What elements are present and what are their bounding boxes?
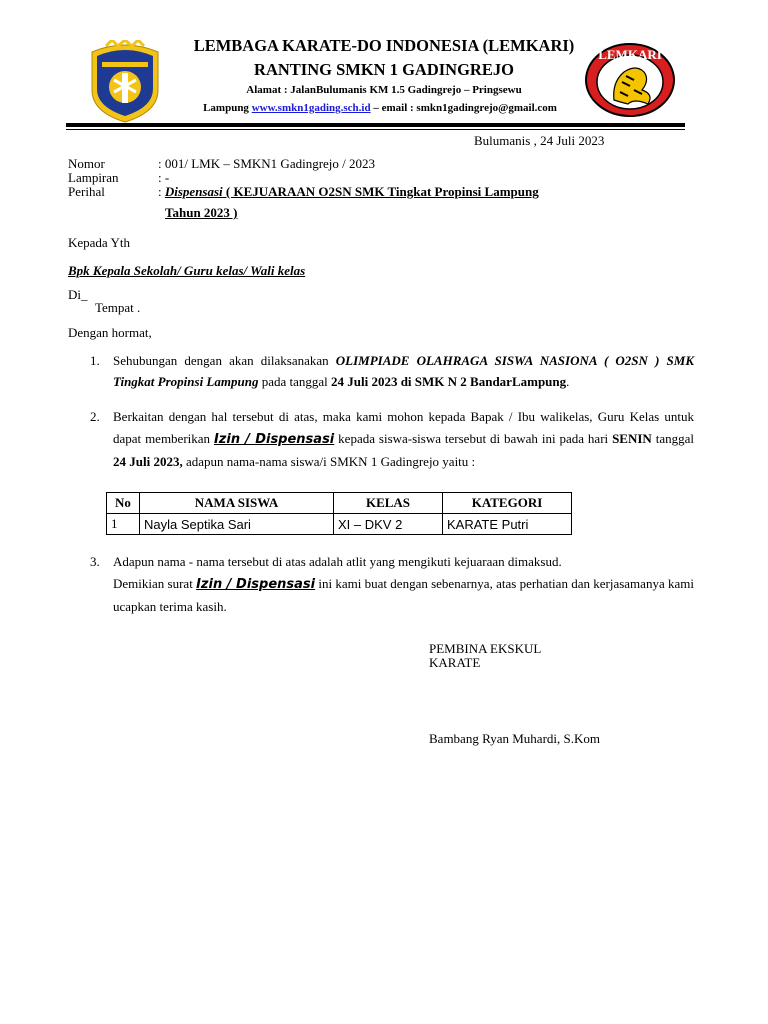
branch-title: RANTING SMKN 1 GADINGREJO — [254, 60, 514, 79]
header-divider-thin — [66, 129, 685, 130]
di-line: Di_ — [68, 287, 88, 302]
nomor-label: Nomor — [68, 156, 105, 171]
address-line: Alamat : JalanBulumanis KM 1.5 Gadingrejo – Pringsewu — [246, 84, 522, 96]
website-link[interactable]: www.smkn1gading.sch.id — [251, 102, 371, 114]
cell-kelas: XI – DKV 2 — [334, 514, 443, 535]
perihal-continuation: Tahun 2023 ) — [165, 205, 238, 220]
letter-meta: Nomor : 001/ LMK – SMKN1 Gadingrejo / 2023 Lampiran : - Perihal : Dispensasi ( KEJUARAAN O2SN SMK Tingkat Propinsi Lampung — [68, 156, 539, 199]
emblem-text: LEMKARI — [598, 47, 662, 62]
col-kategori: KATEGORI — [443, 493, 572, 514]
signature-name: Bambang Ryan Muhardi, S.Kom — [429, 731, 600, 746]
list-item-3: 3. Adapun nama - nama tersebut di atas adalah atlit yang mengikuti kejuaraan dimaksud. — [90, 554, 562, 569]
col-no: No — [107, 493, 140, 514]
greeting-to: Kepada Yth — [68, 235, 130, 250]
student-table — [106, 492, 572, 535]
list-item-2: 2. Berkaitan dengan hal tersebut di atas, maka kami mohon kepada Bapak / Ibu walikelas, Guru Kelas untuk dapat memberikan Izin / Dispensasi kepada siswa-siswa tersebut di bawah ini pada hari SENIN tanggal 24 Juli 2023, adapun nama-nama siswa/i SMKN 1 Gadingrejo yaitu : — [90, 409, 694, 469]
place-date: Bulumanis , 24 Juli 2023 — [474, 133, 605, 148]
signature-role: PEMBINA EKSKUL KARATE — [429, 641, 542, 670]
list-item-1: 1. Sehubungan dengan akan dilaksanakan OLIMPIADE OLAHRAGA SISWA NASIONA ( O2SN ) SMK Tingkat Propinsi Lampung pada tanggal 24 Juli 2023 di SMK N 2 BandarLampung. — [90, 353, 694, 389]
org-title: LEMBAGA KARATE-DO INDONESIA (LEMKARI) — [193, 36, 575, 55]
izin-dispensasi-emphasis-closing: Izin / Dispensasi — [196, 577, 316, 592]
perihal-value: Dispensasi ( KEJUARAAN O2SN SMK Tingkat Propinsi Lampung — [164, 184, 539, 199]
salutation: Dengan hormat, — [68, 325, 152, 340]
nomor-value: : 001/ LMK – SMKN1 Gadingrejo / 2023 — [158, 156, 376, 171]
tempat-line: Tempat . — [95, 300, 141, 315]
perihal-label: Perihal — [68, 184, 105, 199]
header-divider-thick — [66, 123, 685, 127]
lampiran-value: : - — [158, 170, 170, 185]
col-kelas: KELAS — [334, 493, 443, 514]
col-nama: NAMA SISWA — [140, 493, 334, 514]
cell-no: 1 — [107, 514, 140, 535]
contact-line: Lampung www.smkn1gading.sch.id – email : smkn1gadingrejo@gmail.com — [203, 102, 557, 114]
lampiran-label: Lampiran — [68, 170, 119, 185]
table-row — [107, 514, 572, 535]
izin-dispensasi-emphasis: Izin / Dispensasi — [213, 432, 335, 447]
recipient: Bpk Kepala Sekolah/ Guru kelas/ Wali kelas — [68, 263, 306, 278]
closing-paragraph: Demikian surat Izin / Dispensasi ini kami buat dengan sebenarnya, atas perhatian dan kerjasamanya kami ucapkan terima kasih. — [113, 576, 694, 614]
cell-kategori: KARATE Putri — [443, 514, 572, 535]
cell-nama: Nayla Septika Sari — [140, 514, 334, 535]
